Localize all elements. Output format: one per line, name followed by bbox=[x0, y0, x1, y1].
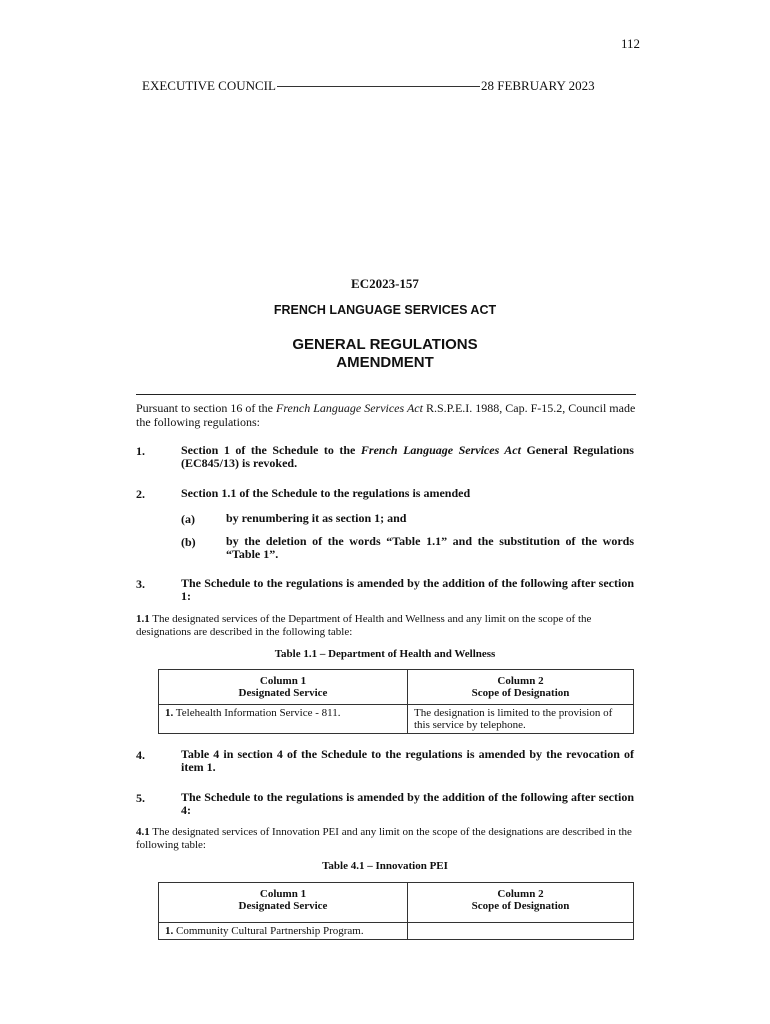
table-4-1-col1-header bbox=[159, 883, 408, 923]
section-1-1-text bbox=[136, 613, 636, 639]
table-row bbox=[159, 923, 634, 940]
table-1-1-col2-header bbox=[408, 670, 634, 705]
table-row bbox=[159, 883, 634, 923]
section-1-1-number: 1.1 bbox=[136, 613, 150, 625]
section-4-1-text bbox=[136, 826, 636, 852]
item-3-number: 3. bbox=[136, 577, 145, 591]
item-2a-text: by renumbering it as section 1; and bbox=[226, 511, 407, 525]
table-row bbox=[159, 670, 634, 705]
ec-number: EC2023-157 bbox=[351, 276, 419, 291]
section-4-1-body: The designated services of Innovation PEI and any limit on the scope of the designations are described in the following table: bbox=[136, 826, 632, 851]
item-2b-text: by the deletion of the words “Table 1.1” and the substitution of the words “Table 1”. bbox=[226, 534, 634, 561]
running-header bbox=[142, 78, 639, 94]
row-service: Telehealth Information Service - 811. bbox=[173, 707, 341, 719]
item-2-number: 2. bbox=[136, 487, 145, 501]
page-number: 112 bbox=[620, 36, 640, 51]
preamble-act-name: French Language Services Act bbox=[275, 401, 423, 415]
act-title: FRENCH LANGUAGE SERVICES ACT bbox=[273, 303, 497, 317]
header-left: EXECUTIVE COUNCIL bbox=[142, 78, 276, 93]
preamble bbox=[136, 401, 636, 429]
table-1-1 bbox=[158, 669, 634, 734]
table-4-1 bbox=[158, 882, 634, 940]
col1-header-line2: Designated Service bbox=[238, 687, 328, 699]
table-4-1-service-cell bbox=[159, 923, 408, 940]
section-1-1-body: The designated services of the Department of Health and Wellness and any limit on the scope of the designations are described in the following table: bbox=[136, 613, 592, 638]
section-4-1-number: 4.1 bbox=[136, 826, 150, 838]
row-number: 1. bbox=[165, 925, 174, 937]
col1-header-line2: Designated Service bbox=[238, 900, 328, 912]
preamble-text-before: Pursuant to section 16 of the bbox=[136, 401, 276, 415]
table-1-1-scope-cell: The designation is limited to the provision of this service by telephone. bbox=[408, 705, 634, 734]
table-4-1-col2-header bbox=[408, 883, 634, 923]
col1-header-line1: Column 1 bbox=[259, 888, 307, 900]
item-5-number: 5. bbox=[136, 791, 145, 805]
item-4-text: Table 4 in section 4 of the Schedule to the regulations is amended by the revocation of item 1. bbox=[181, 747, 634, 774]
row-number: 1. bbox=[165, 707, 174, 719]
col2-header-line2: Scope of Designation bbox=[471, 687, 570, 699]
table-4-1-caption: Table 4.1 – Innovation PEI bbox=[322, 860, 448, 872]
item-1-text-after: General Regulations (EC845/13) is revoked. bbox=[181, 443, 634, 470]
regulation-title bbox=[0, 336, 770, 372]
item-2-text: Section 1.1 of the Schedule to the regulations is amended bbox=[181, 486, 471, 500]
item-1-act-name: French Language Services Act bbox=[360, 443, 521, 457]
table-1-1-caption: Table 1.1 – Department of Health and Wellness bbox=[274, 648, 496, 660]
item-1-text-before: Section 1 of the Schedule to the bbox=[181, 443, 361, 457]
preamble-text-after: R.S.P.E.I. 1988, Cap. F-15.2, Council made the following regulations: bbox=[136, 401, 636, 429]
header-right: 28 FEBRUARY 2023 bbox=[480, 78, 595, 93]
table-row bbox=[159, 705, 634, 734]
col2-header-line1: Column 2 bbox=[497, 675, 544, 687]
header-rule bbox=[277, 86, 480, 87]
col2-header-line2: Scope of Designation bbox=[471, 900, 570, 912]
table-1-1-col1-header bbox=[159, 670, 408, 705]
item-3-text: The Schedule to the regulations is amended by the addition of the following after section 1: bbox=[181, 576, 634, 603]
table-1-1-service-cell bbox=[159, 705, 408, 734]
regulation-title-line1: GENERAL REGULATIONS bbox=[292, 336, 478, 353]
col1-header-line1: Column 1 bbox=[259, 675, 307, 687]
regulation-title-line2: AMENDMENT bbox=[336, 354, 434, 371]
title-divider bbox=[136, 394, 636, 395]
item-4-number: 4. bbox=[136, 748, 145, 762]
row-service: Community Cultural Partnership Program. bbox=[173, 925, 364, 937]
item-5-text: The Schedule to the regulations is amended by the addition of the following after section 4: bbox=[181, 790, 634, 817]
item-1-text bbox=[181, 444, 634, 470]
col2-header-line1: Column 2 bbox=[497, 888, 544, 900]
item-2a-number: (a) bbox=[181, 512, 195, 526]
item-2b-number: (b) bbox=[181, 535, 196, 549]
item-1-number: 1. bbox=[136, 444, 145, 458]
table-4-1-scope-cell bbox=[408, 923, 634, 940]
